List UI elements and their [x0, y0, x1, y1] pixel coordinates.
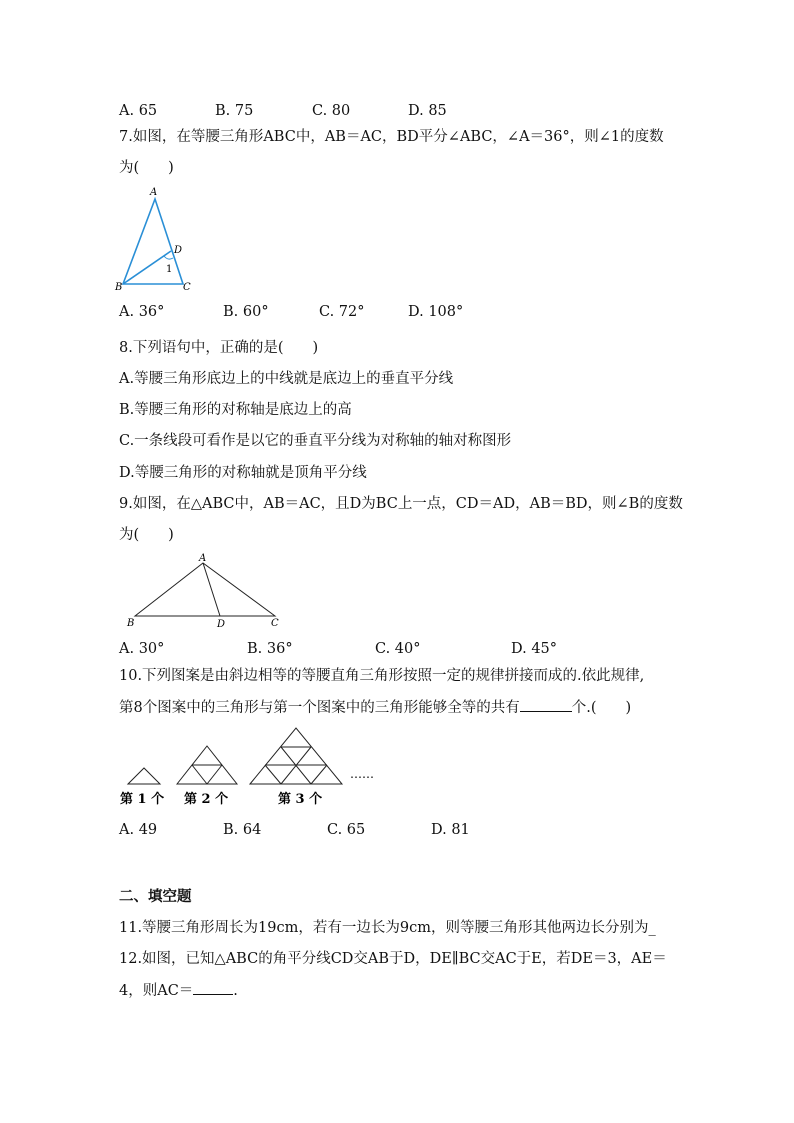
q9-label-b: B — [127, 618, 135, 629]
q7-figure — [112, 183, 202, 295]
q7-stem-line2: 为( ) — [119, 160, 174, 176]
q10-label-3: 第 3 个 — [278, 792, 323, 807]
q12-stem-line2-pre: 4，则AC＝ — [119, 983, 194, 999]
q12-stem-line1: 12.如图，已知△ABC的角平分线CD交AB于D，DE∥BC交AC于E，若DE＝3，AE＝ — [119, 951, 667, 967]
q10-answer-blank — [520, 697, 572, 712]
q10-stem-line1: 10.下列图案是由斜边相等的等腰直角三角形按照一定的规律拼接而成的.依此规律, — [119, 668, 645, 684]
q7-option-d: D. 108° — [408, 304, 464, 320]
q8-stem: 8.下列语句中，正确的是( ) — [119, 340, 319, 356]
q6-option-b: B. 75 — [215, 103, 254, 119]
q10-label-1: 第 1 个 — [120, 792, 165, 807]
q10-option-b: B. 64 — [223, 822, 262, 838]
q9-option-d: D. 45° — [511, 641, 558, 657]
q7-bisector-bd — [123, 251, 171, 284]
q6-option-c: C. 80 — [312, 103, 351, 119]
q7-option-b: B. 60° — [223, 304, 269, 320]
q11-text: 11.等腰三角形周长为19cm，若有一边长为9cm，则等腰三角形其他两边长分别为_ — [119, 920, 656, 936]
q9-stem-line2: 为( ) — [119, 527, 174, 543]
q7-option-c: C. 72° — [319, 304, 365, 320]
q8-option-a: A.等腰三角形底边上的中线就是底边上的垂直平分线 — [119, 371, 454, 387]
q7-label-angle-1: 1 — [166, 264, 173, 275]
section-title: 二、填空题 — [119, 888, 192, 905]
q10-ellipsis: …… — [350, 767, 374, 781]
q10-option-a: A. 49 — [119, 822, 158, 838]
q7-label-d: D — [174, 245, 183, 256]
q7-label-a: A — [150, 187, 158, 198]
q10-stem-line2 — [119, 697, 631, 718]
q10-stem-line2-pre: 第8个图案中的三角形与第一个图案中的三角形能够全等的共有 — [119, 700, 520, 716]
q9-triangle — [135, 563, 275, 616]
q7-angle-arc — [164, 256, 173, 259]
q9-segment-ad — [203, 563, 220, 616]
q10-label-2: 第 2 个 — [184, 792, 229, 807]
q9-label-a: A — [199, 553, 207, 564]
q9-label-d: D — [217, 619, 226, 630]
q8-option-b: B.等腰三角形的对称轴是底边上的高 — [119, 402, 352, 418]
q8-option-c: C.一条线段可看作是以它的垂直平分线为对称轴的轴对称图形 — [119, 433, 512, 449]
q10-pattern-1 — [128, 768, 160, 784]
q12-answer-blank — [193, 980, 233, 995]
q10-option-c: C. 65 — [327, 822, 366, 838]
q10-pattern-2 — [177, 746, 237, 784]
q9-figure — [118, 550, 288, 630]
q9-label-c: C — [271, 618, 279, 629]
q7-triangle — [123, 199, 183, 284]
q7-option-a: A. 36° — [119, 304, 165, 320]
q10-stem-line2-post: 个.( ) — [571, 700, 632, 716]
q6-option-d: D. 85 — [408, 103, 447, 119]
q7-label-c: C — [183, 282, 191, 293]
q12-stem-line2-post: . — [233, 983, 238, 999]
q9-option-b: B. 36° — [247, 641, 293, 657]
q7-stem-line1: 7.如图，在等腰三角形ABC中，AB＝AC，BD平分∠ABC，∠A＝36°，则∠1的度数 — [119, 129, 664, 145]
q9-option-a: A. 30° — [119, 641, 165, 657]
q9-option-c: C. 40° — [375, 641, 421, 657]
q7-label-b: B — [115, 282, 123, 293]
q10-option-d: D. 81 — [431, 822, 470, 838]
q10-pattern-3 — [250, 728, 342, 784]
q10-figure — [118, 722, 398, 812]
q12-stem-line2 — [119, 980, 238, 1001]
q8-option-d: D.等腰三角形的对称轴就是顶角平分线 — [119, 465, 367, 481]
q9-stem-line1: 9.如图，在△ABC中，AB＝AC，且D为BC上一点，CD＝AD，AB＝BD，则∠B的度数 — [119, 496, 683, 512]
q6-option-a: A. 65 — [119, 103, 158, 119]
